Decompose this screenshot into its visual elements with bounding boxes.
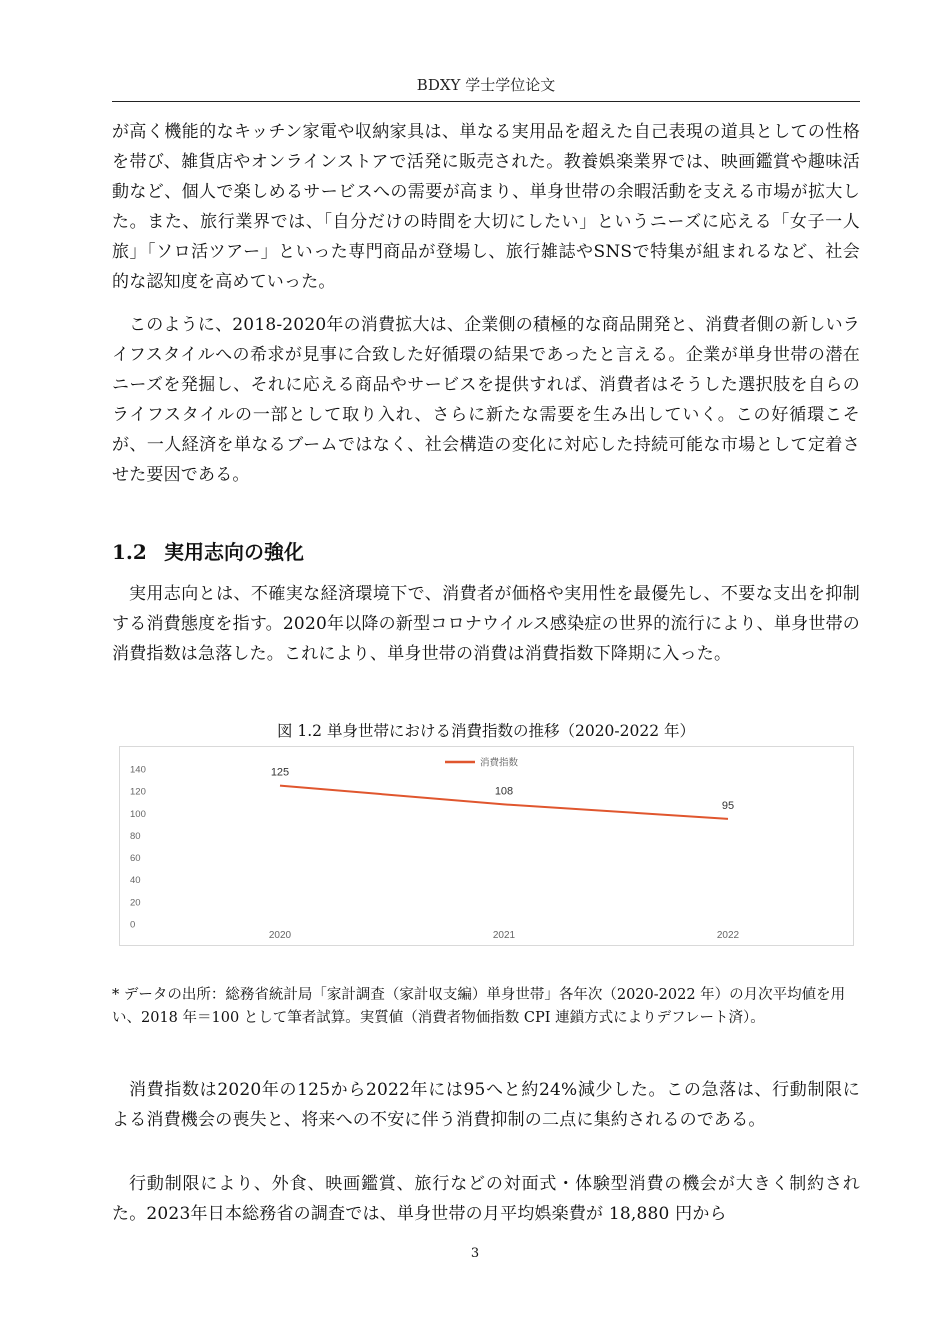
x-tick-label-2021: 2021 bbox=[492, 930, 516, 941]
section-heading bbox=[112, 536, 304, 565]
y-tick-label-100: 100 bbox=[130, 808, 146, 820]
figure-caption: 図 1.2 単身世帯における消費指数の推移（2020-2022 年） bbox=[276, 722, 696, 740]
paragraph-section: 実用志向とは、不確実な経済環境下で、消費者が価格や実用性を最優先し、不要な支出を抑制する消費態度を指す。2020年以降の新型コロナウイルス感染症の世界的流行により、単身世帯の消費指数は急落した。これにより、単身世帯の消費は消費指数下降期に入った。 bbox=[112, 584, 860, 664]
page-number: 3 bbox=[470, 1246, 480, 1261]
section-title: 実用志向の強化 bbox=[164, 540, 304, 564]
y-tick-label-120: 120 bbox=[130, 786, 146, 798]
consumption-index-chart bbox=[119, 746, 854, 946]
paragraph-top-1: が高く機能的なキッチン家電や収納家具は、単なる実用品を超えた自己表現の道具としての性格を帯び、雑貨店やオンラインストアで活発に販売された。教養娯楽業界では、映画鑑賞や趣味活動など、個人で楽しめるサービスへの需要が高まり、単身世帯の余暇活動を支える市場が拡大した。また、旅行業界では、「自分だけの時間を大切にしたい」というニーズに応える「女子一人旅」「ソロ活ツアー」といった専門商品が登場し、旅行雑誌やSNSで特集が組まれるなど、社会的な認知度を高めていった。 bbox=[112, 122, 860, 292]
x-tick-label-2022: 2022 bbox=[716, 930, 740, 941]
y-tick-label-40: 40 bbox=[130, 875, 141, 887]
paragraph-top-2: このように、2018-2020年の消費拡大は、企業側の積極的な商品開発と、消費者側の新しいライフスタイルへの希求が見事に合致した好循環の結果であったと言える。企業が単身世帯の潜在ニーズを発掘し、それに応える商品やサービスを提供すれば、消費者はそうした選択肢を自らのライフスタイルの一部として取り入れ、さらに新たな需要を生み出していく。この好循環こそが、一人経済を単なるブームではなく、社会構造の変化に対応した持続可能な市場として定着させた要因である。 bbox=[112, 315, 860, 485]
section-number: 1.2 bbox=[112, 540, 147, 564]
paragraph-bottom-2: 行動制限により、外食、映画鑑賞、旅行などの対面式・体験型消費の機会が大きく制約された。2023年日本総務省の調査では、単身世帯の月平均娯楽費が 18,880 円から bbox=[112, 1174, 860, 1224]
header-rule bbox=[112, 101, 860, 102]
x-tick-label-2020: 2020 bbox=[268, 930, 292, 941]
y-tick-label-60: 60 bbox=[130, 853, 141, 865]
y-tick-label-20: 20 bbox=[130, 897, 141, 909]
legend-label-0: 消費指数 bbox=[480, 757, 519, 769]
data-label-2020: 125 bbox=[270, 766, 290, 779]
running-header: BDXY 学士学位论文 bbox=[416, 76, 556, 94]
paragraph-bottom-1: 消費指数は2020年の125から2022年には95へと約24%減少した。この急落は、行動制限による消費機会の喪失と、将来への不安に伴う消費抑制の二点に集約されるのである。 bbox=[112, 1080, 860, 1130]
y-tick-label-80: 80 bbox=[130, 830, 141, 842]
data-source-note: * データの出所：総務省統計局「家計調査（家計収支編）単身世帯」各年次（2020-2022 年）の月次平均値を用い、2018 年＝100 として筆者試算。実質値（消費者物価指数 CPI 連鎖方式によりデフレート済）。 bbox=[112, 987, 846, 1026]
data-label-2021: 108 bbox=[494, 785, 514, 798]
chart-svg bbox=[120, 747, 855, 947]
data-label-2022: 95 bbox=[721, 799, 735, 812]
y-tick-label-140: 140 bbox=[130, 764, 146, 776]
y-tick-label-0: 0 bbox=[130, 919, 136, 931]
